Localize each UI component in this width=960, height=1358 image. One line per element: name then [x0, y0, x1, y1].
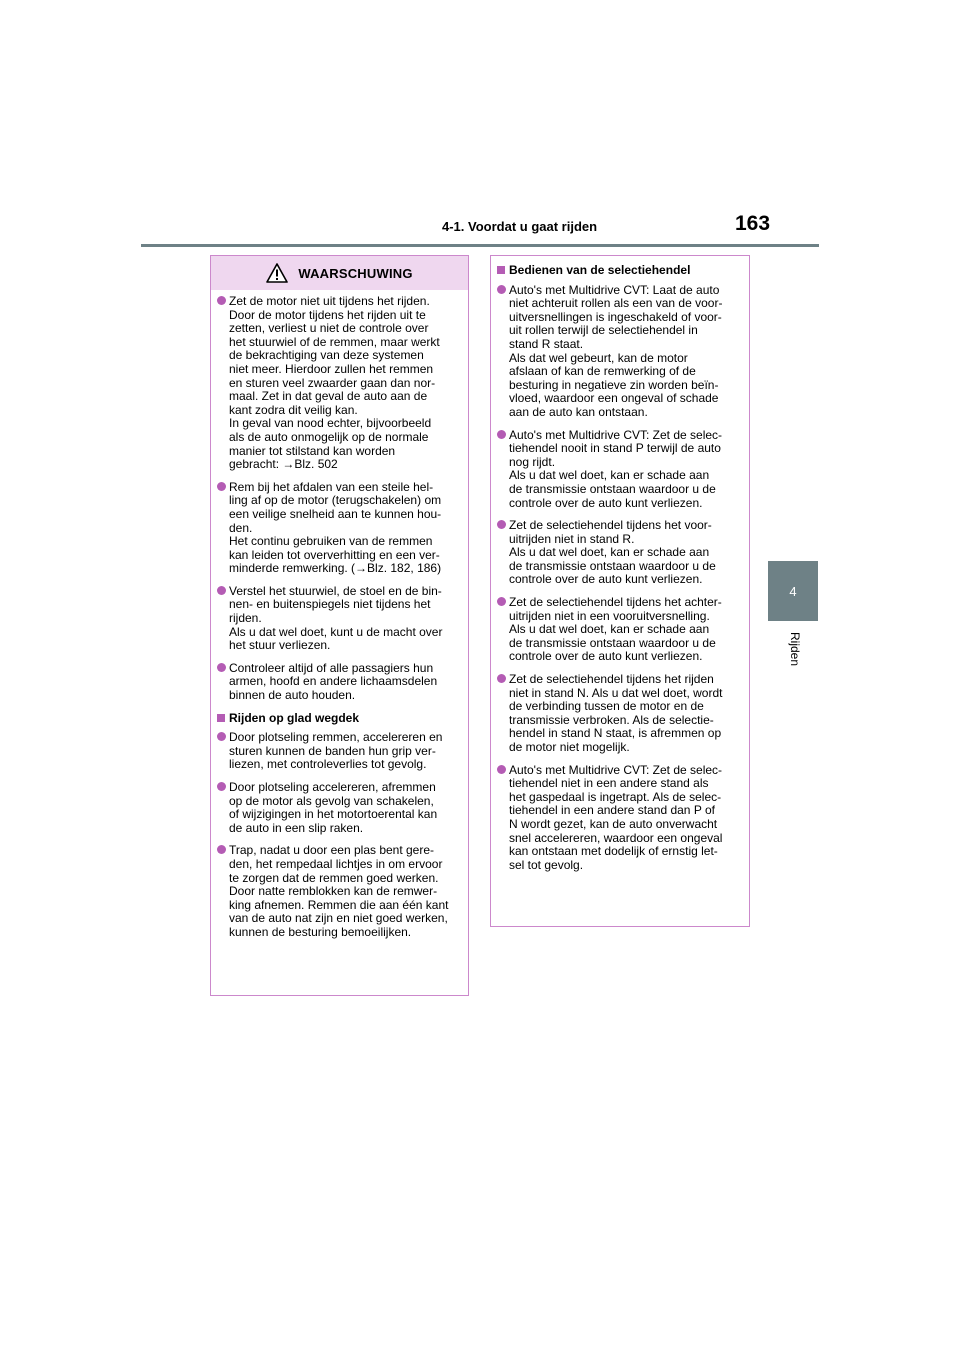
- section-heading-text: Rijden op glad wegdek: [229, 710, 360, 725]
- warning-item: [217, 481, 462, 576]
- warning-item: [217, 662, 462, 703]
- chapter-tab: [768, 561, 818, 621]
- warning-item-text: Door plotseling accelereren, afremmen op de motor als gevolg van schakelen, of wijzigingen in het motortoerental kan de auto in een slip raken.: [229, 780, 438, 835]
- header-rule: [141, 244, 819, 247]
- page-number: 163: [735, 212, 771, 235]
- warning-item: [217, 585, 462, 653]
- bullet-icon: [217, 586, 226, 595]
- warning-item-text: Rem bij het afdalen van een steile hel- ling af op de motor (terugschakelen) om een veilige snelheid aan te kunnen hou- den. Het continu gebruiken van de remmen kan leiden tot oververhitting en een ver- minderde remwerking. (→Blz. 182, 186): [229, 479, 442, 576]
- square-bullet-icon: [217, 714, 225, 722]
- warning-item-text: Zet de motor niet uit tijdens het rijden. Door de motor tijdens het rijden uit te zetten, verliest u niet de controle over het stuurwiel of de remmen, maar werkt de bekrachtiging van deze systemen niet meer. Hierdoor zullen het remmen en sturen veel zwaarder gaan dan nor- maal. Zet in dat geval de auto aan de kant zodra dit veilig kan. In geval van nood echter, bijvoorbeeld als de auto onmogelijk op de normale manier tot stilstand kan worden gebracht: →Blz. 502: [229, 294, 440, 472]
- warning-content: [211, 290, 468, 940]
- bullet-icon: [217, 845, 226, 854]
- selector-item-text: Zet de selectiehendel tijdens het voor- uitrijden niet in stand R. Als u dat wel doet, kan er schade aan de transmissie ontstaan waardoor u de controle over de auto kunt verliezen.: [509, 518, 716, 587]
- bullet-icon: [217, 663, 226, 672]
- selector-lever-box: [490, 255, 750, 927]
- selector-item: [497, 429, 743, 511]
- warning-item: [217, 781, 462, 835]
- warning-item: [217, 844, 462, 939]
- bullet-icon: [217, 732, 226, 741]
- warning-item-text: Door plotseling remmen, accelereren en sturen kunnen de banden hun grip ver- liezen, met controleverlies tot gevolg.: [229, 730, 443, 772]
- selector-item-text: Zet de selectiehendel tijdens het rijden niet in stand N. Als u dat wel doet, wordt de verbinding tussen de motor en de transmissie verbroken. Als de selectie- hendel in stand N staat, is afremmen op de motor niet mogelijk.: [509, 672, 723, 754]
- section-heading: [217, 712, 462, 726]
- chapter-label: Rijden: [788, 632, 802, 667]
- selector-item-text: Auto's met Multidrive CVT: Laat de auto niet achteruit rollen als een van de voor- uitversnellingen is ingeschakeld of voor- uit rollen terwijl de selectiehendel in stand R staat. Als dat wel gebeurt, kan de motor afslaan of kan de remwerking of de besturing in negatieve zin worden beïn- vloed, waardoor een ongeval of schade aan de auto kan ontstaan.: [509, 282, 723, 419]
- selector-item-text: Auto's met Multidrive CVT: Zet de selec- tiehendel niet in een andere stand als het gaspedaal is ingetrapt. Als de selec- tiehendel in een andere stand dan P of N wordt gezet, kan de auto onverwacht snel accelereren, waardoor een ongeval kan ontstaan met dodelijk of ernstig let- sel tot gevolg.: [509, 762, 723, 872]
- square-bullet-icon: [497, 266, 505, 274]
- selector-item-text: Zet de selectiehendel tijdens het achter- uitrijden niet in een vooruitversnelling. Als u dat wel doet, kan er schade aan de transmissie ontstaan waardoor u de controle over de auto kunt verliezen.: [509, 595, 722, 664]
- bullet-icon: [497, 597, 506, 606]
- bullet-icon: [497, 520, 506, 529]
- warning-item: [217, 295, 462, 472]
- warning-item: [217, 731, 462, 772]
- section-title: 4-1. Voordat u gaat rijden: [442, 219, 598, 234]
- selector-item: [497, 673, 743, 755]
- warning-header: [211, 256, 468, 290]
- warning-item-text: Verstel het stuurwiel, de stoel en de bin- nen- en buitenspiegels niet tijdens het rijden. Als u dat wel doet, kunt u de macht over het stuur verliezen.: [229, 583, 443, 653]
- selector-item: [497, 284, 743, 420]
- warning-box: [210, 255, 469, 996]
- selector-item: [497, 519, 743, 587]
- bullet-icon: [217, 482, 226, 491]
- bullet-icon: [497, 674, 506, 683]
- selector-item: [497, 764, 743, 873]
- bullet-icon: [497, 765, 506, 774]
- warning-item-text: Trap, nadat u door een plas bent gere- den, het rempedaal lichtjes in om ervoor te zorgen dat de remmen goed werken. Door natte remblokken kan de remwer- king afnemen. Remmen die aan één kant van de auto nat zijn en niet goed werken, kunnen de besturing bemoeilijken.: [229, 843, 449, 939]
- selector-item-text: Auto's met Multidrive CVT: Zet de selec- tiehendel nooit in stand P terwijl de auto nog rijdt. Als u dat wel doet, kan er schade aan de transmissie ontstaan waardoor u de controle over de auto kunt verliezen.: [509, 427, 723, 510]
- selector-lever-content: [491, 256, 749, 872]
- bullet-icon: [217, 296, 226, 305]
- section-heading: [497, 264, 743, 278]
- selector-item: [497, 596, 743, 664]
- bullet-icon: [497, 430, 506, 439]
- section-heading-text: Bedienen van de selectiehendel: [509, 263, 691, 277]
- bullet-icon: [217, 782, 226, 791]
- bullet-icon: [497, 285, 506, 294]
- warning-triangle-icon: [266, 263, 288, 283]
- warning-title: WAARSCHUWING: [298, 265, 413, 281]
- chapter-number: 4: [789, 583, 797, 599]
- warning-item-text: Controleer altijd of alle passagiers hun armen, hoofd en andere lichaamsdelen binnen de auto houden.: [229, 660, 438, 703]
